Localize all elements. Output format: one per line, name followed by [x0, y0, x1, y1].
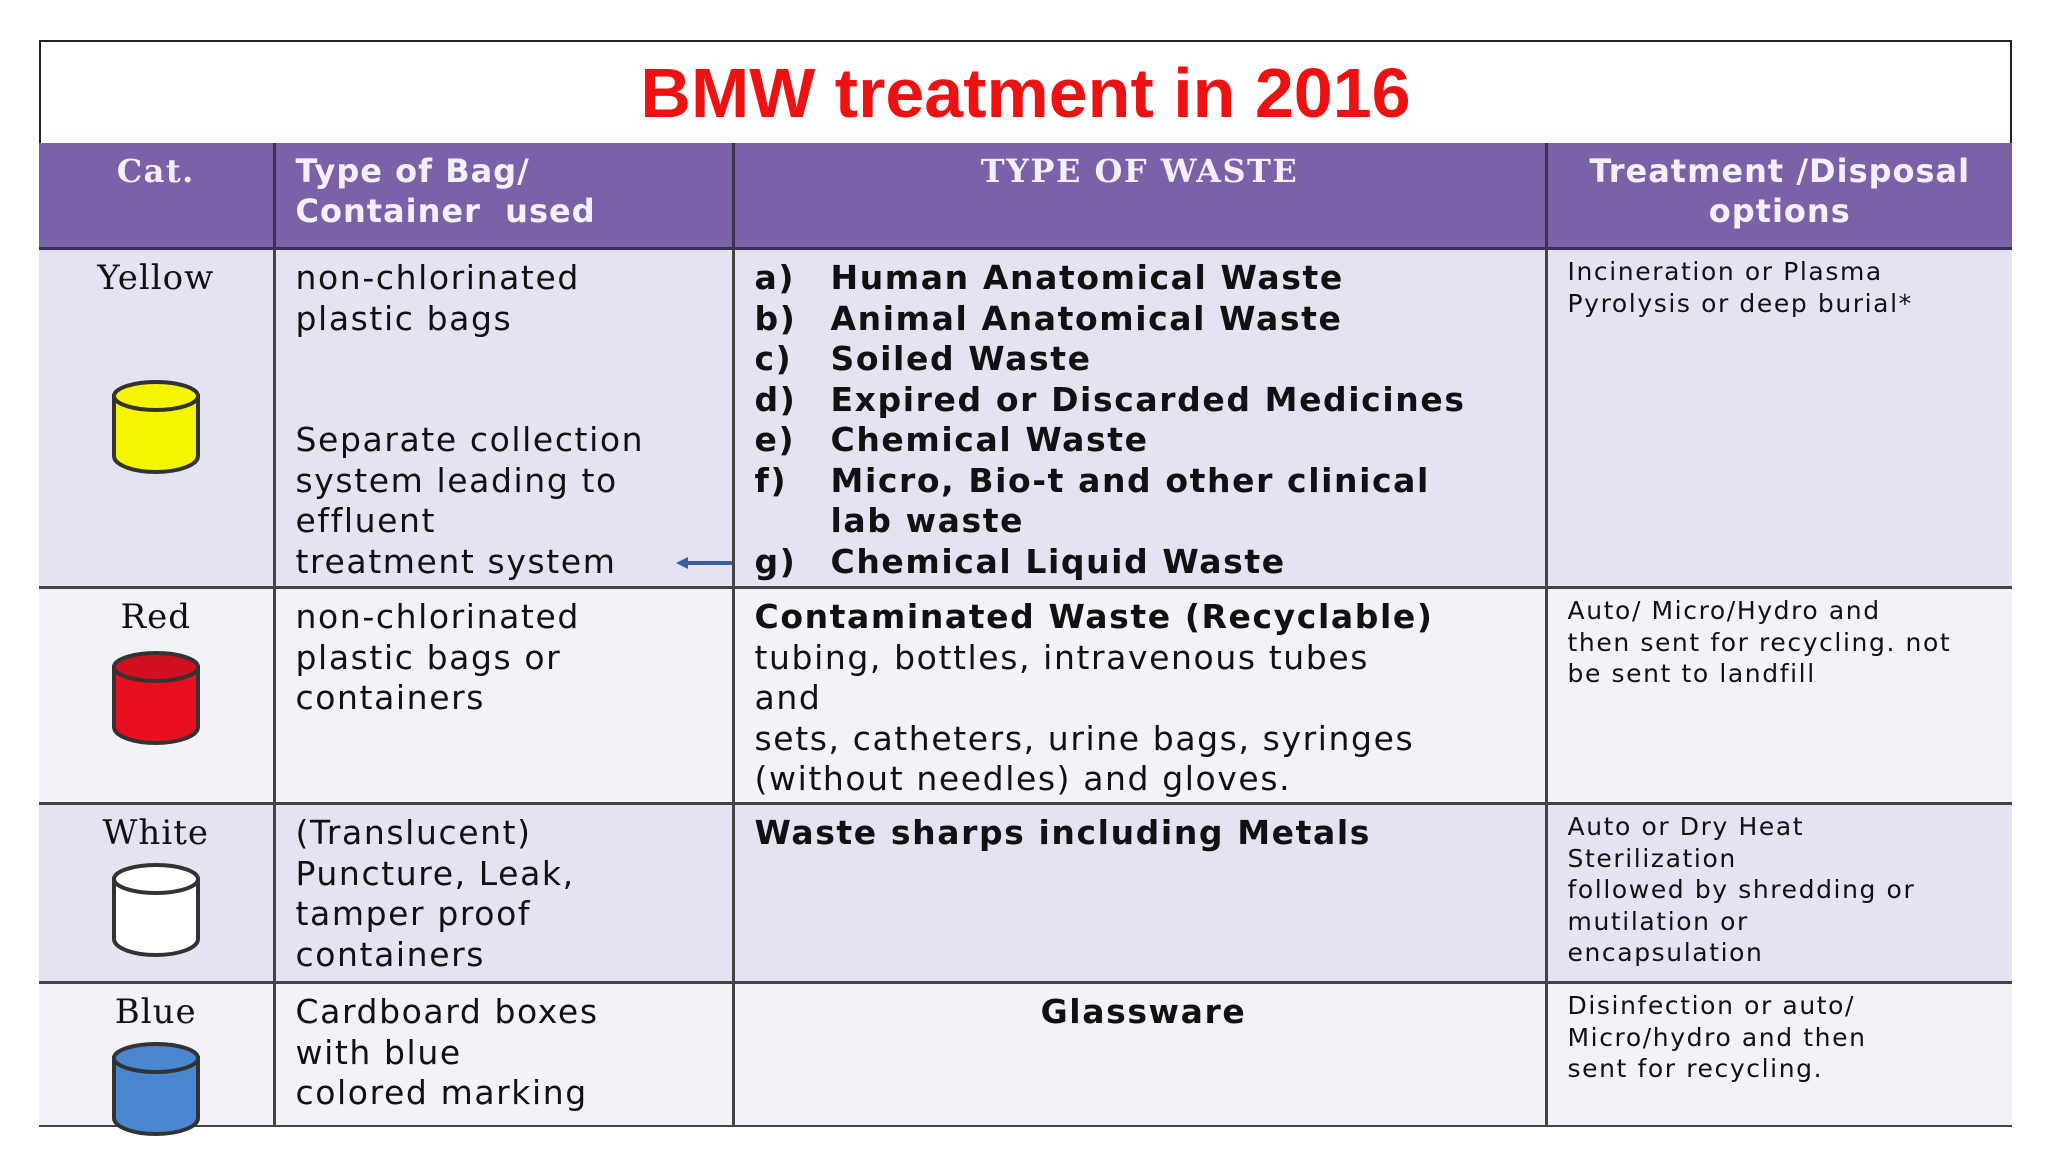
- bag-red-line2: plastic bags or: [295, 637, 562, 677]
- bmw-table-frame: [39, 40, 2012, 1115]
- red-bin-top: [114, 653, 198, 681]
- waste-red-line4: (without needles) and gloves.: [754, 759, 1292, 798]
- waste-red-heading: Contaminated Waste (Recyclable): [754, 597, 1434, 636]
- bag-yellow: [274, 249, 733, 588]
- treat-white-line5: encapsulation: [1567, 938, 1764, 967]
- row-white: [39, 804, 2012, 983]
- header-treat-line2: options: [1708, 192, 1851, 230]
- waste-red-line3: sets, catheters, urine bags, syringes: [754, 718, 1415, 758]
- cat-blue-label: Blue: [114, 992, 197, 1032]
- waste-yellow-item: [755, 258, 1533, 299]
- cat-yellow-label: Yellow: [97, 258, 215, 298]
- treat-red: [1546, 588, 2012, 804]
- cat-red: [39, 588, 274, 804]
- bag-red-line3: containers: [295, 678, 486, 717]
- page-title: BMW treatment in 2016: [640, 53, 1411, 132]
- waste-white: [733, 804, 1546, 983]
- treat-white-line1: Auto or Dry Heat: [1567, 812, 1805, 841]
- treat-blue-line1: Disinfection or auto/: [1567, 991, 1856, 1020]
- waste-yellow-item: [755, 380, 1533, 421]
- waste-yellow-list: [755, 258, 1533, 582]
- waste-yellow-item-letter: f): [754, 460, 788, 500]
- waste-yellow-item-letter: b): [754, 298, 797, 338]
- cat-yellow: [39, 249, 274, 588]
- waste-yellow-item-letter: e): [754, 420, 796, 459]
- bag-blue: [274, 983, 733, 1126]
- blue-bin-top: [114, 1044, 198, 1072]
- waste-yellow-item-letter: [755, 501, 831, 542]
- bag-yellow-line2: plastic bags: [295, 298, 513, 338]
- waste-yellow-item-text: Soiled Waste: [830, 339, 1092, 378]
- bag-blue-line2: with blue: [295, 1032, 462, 1072]
- waste-blue-heading: Glassware: [1040, 992, 1247, 1031]
- waste-yellow-item-text: Human Anatomical Waste: [830, 258, 1344, 297]
- treat-yellow-line2: Pyrolysis or deep burial*: [1567, 288, 1913, 318]
- cat-white-label: White: [102, 813, 209, 853]
- bag-red-line1: non-chlorinated: [295, 597, 580, 636]
- bag-white-line3: tamper proof: [295, 894, 532, 933]
- waste-yellow-item: [755, 339, 1533, 380]
- waste-yellow-item: [755, 299, 1533, 340]
- waste-yellow-item: [755, 501, 1533, 542]
- bag-yellow-sep3: effluent: [295, 501, 437, 540]
- red-bin-icon: [109, 649, 203, 747]
- row-blue: [39, 983, 2012, 1126]
- title-box: [39, 40, 2012, 143]
- white-bin-icon: [109, 861, 203, 959]
- treat-red-line2: then sent for recycling. not: [1567, 627, 1952, 657]
- waste-yellow-item-text: lab waste: [830, 501, 1025, 540]
- treat-red-line1: Auto/ Micro/Hydro and: [1567, 596, 1881, 625]
- yellow-bin-top: [114, 382, 198, 410]
- waste-white-heading: Waste sharps including Metals: [754, 813, 1372, 852]
- waste-blue: [733, 983, 1546, 1126]
- waste-yellow-item-text: Micro, Bio-t and other clinical: [830, 460, 1430, 500]
- header-waste-label: TYPE OF WASTE: [980, 152, 1299, 190]
- waste-yellow-item-text: Chemical Waste: [830, 420, 1149, 459]
- treat-white-line3: followed by shredding or: [1567, 875, 1916, 904]
- header-bag-line2: Container used: [295, 192, 596, 230]
- bag-blue-line3: colored marking: [295, 1073, 588, 1112]
- blue-bin-icon: [109, 1040, 203, 1138]
- waste-yellow-item-text: Animal Anatomical Waste: [830, 298, 1343, 338]
- waste-yellow-item: [755, 542, 1533, 583]
- waste-yellow-item-letter: d): [754, 379, 797, 419]
- cat-white: [39, 804, 274, 983]
- cat-red-label: Red: [120, 597, 191, 637]
- header-bag: [274, 143, 733, 249]
- treat-white-line2: Sterilization: [1567, 843, 1737, 873]
- treat-blue: [1546, 983, 2012, 1126]
- row-yellow: [39, 249, 2012, 588]
- header-bag-line1: Type of Bag/: [295, 152, 530, 190]
- treat-yellow-line1: Incineration or Plasma: [1567, 257, 1883, 286]
- header-treatment: [1546, 143, 2012, 249]
- yellow-bin-icon: [109, 378, 203, 476]
- waste-red: [733, 588, 1546, 804]
- arrow-left-icon: [676, 555, 732, 571]
- header-cat-label: Cat.: [116, 152, 195, 190]
- header-waste: [733, 143, 1546, 249]
- header-cat: [39, 143, 274, 249]
- waste-yellow: [733, 249, 1546, 588]
- treat-white-line4: mutilation or: [1567, 906, 1749, 936]
- cat-blue: [39, 983, 274, 1126]
- bmw-treatment-table: [39, 143, 2012, 1127]
- header-treat-line1: Treatment /Disposal: [1589, 152, 1971, 190]
- treat-white: [1546, 804, 2012, 983]
- waste-yellow-item-letter: c): [754, 339, 793, 378]
- bag-yellow-sep1: Separate collection: [295, 420, 645, 459]
- treat-blue-line3: sent for recycling.: [1567, 1054, 1824, 1083]
- treat-yellow: [1546, 249, 2012, 588]
- bag-red: [274, 588, 733, 804]
- white-bin-top: [114, 865, 198, 893]
- bag-yellow-sep4: treatment system: [295, 541, 617, 581]
- bag-blue-line1: Cardboard boxes: [295, 992, 599, 1031]
- waste-yellow-item: [755, 461, 1533, 502]
- waste-red-line2: and: [754, 678, 822, 717]
- bag-white: [274, 804, 733, 983]
- row-red: [39, 588, 2012, 804]
- bag-yellow-sep2: system leading to: [295, 460, 618, 500]
- waste-red-line1: tubing, bottles, intravenous tubes: [754, 637, 1370, 677]
- waste-yellow-item: [755, 420, 1533, 461]
- bag-white-line1: (Translucent): [295, 813, 532, 852]
- bag-white-line4: containers: [295, 934, 486, 974]
- bag-yellow-line1: non-chlorinated: [295, 258, 580, 297]
- waste-yellow-item-text: Expired or Discarded Medicines: [830, 379, 1466, 419]
- waste-yellow-item-letter: a): [754, 258, 796, 297]
- waste-yellow-item-text: Chemical Liquid Waste: [830, 541, 1286, 581]
- bag-white-line2: Puncture, Leak,: [295, 853, 575, 893]
- treat-red-line3: be sent to landfill: [1567, 659, 1816, 688]
- waste-yellow-item-letter: g): [754, 541, 797, 581]
- treat-blue-line2: Micro/hydro and then: [1567, 1022, 1867, 1052]
- header-row: [39, 143, 2012, 249]
